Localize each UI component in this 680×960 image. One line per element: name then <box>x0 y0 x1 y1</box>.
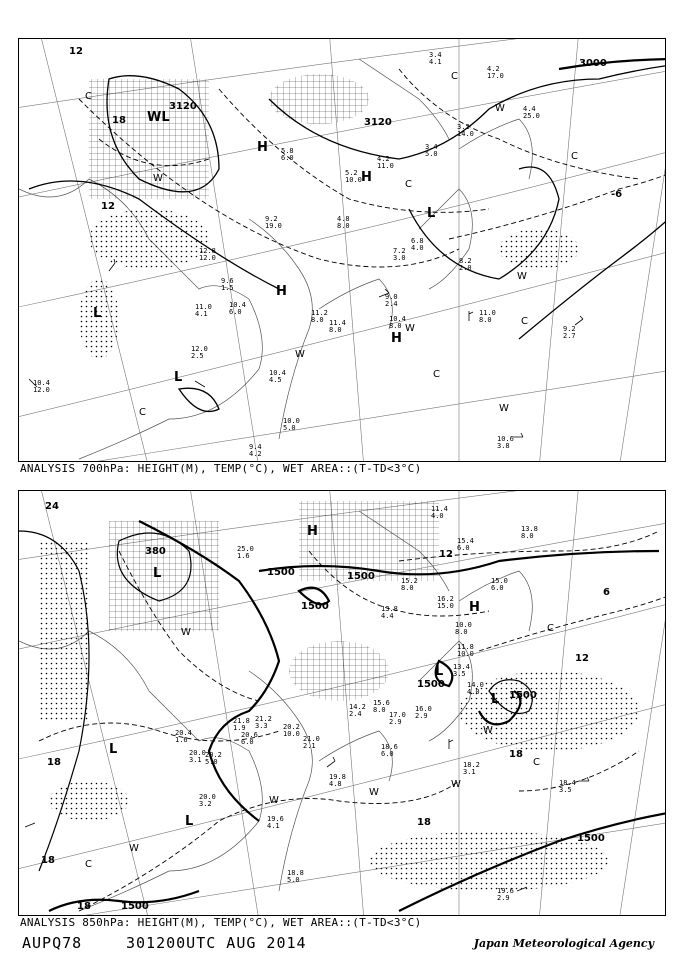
contour-label: 18 <box>509 749 523 760</box>
obs-depression: 1.9 <box>233 724 246 732</box>
obs-temp: 14.0 <box>467 681 484 689</box>
contour-label: 12 <box>101 201 115 212</box>
obs-depression: 2.4 <box>349 710 362 718</box>
obs-temp: 20.0 <box>199 793 216 801</box>
obs-temp: 18.4 <box>559 779 576 787</box>
high-center: H <box>307 524 318 539</box>
obs-depression: 6.0 <box>457 544 470 552</box>
obs-temp: 4.2 <box>487 65 500 73</box>
obs-depression: 3.1 <box>463 768 476 776</box>
obs-depression: 3.1 <box>189 756 202 764</box>
warm-mark: W <box>269 795 279 806</box>
cold-mark: C <box>521 316 528 327</box>
cold-mark: C <box>139 407 146 418</box>
obs-depression: 2.4 <box>385 300 398 308</box>
obs-depression: 8.0 <box>329 326 342 334</box>
contour-label: 1500 <box>347 571 375 582</box>
obs-depression: 5.0 <box>283 424 296 432</box>
obs-depression: 3.5 <box>559 786 572 794</box>
high-center: H <box>361 170 372 185</box>
contour-label: 1500 <box>577 833 605 844</box>
obs-temp: 21.2 <box>255 715 272 723</box>
obs-depression: 8.0 <box>337 222 350 230</box>
cold-mark: C <box>85 91 92 102</box>
obs-temp: 16.0 <box>415 705 432 713</box>
obs-depression: 5.0 <box>287 876 300 884</box>
warm-mark: W <box>499 403 509 414</box>
obs-temp: 20.6 <box>241 731 258 739</box>
contour-label: 1500 <box>509 690 537 701</box>
obs-temp: 19.8 <box>329 773 346 781</box>
obs-temp: 10.4 <box>33 379 50 387</box>
obs-depression: 10.0 <box>345 176 362 184</box>
low-center: L <box>93 306 102 321</box>
obs-temp: 9.2 <box>563 325 576 333</box>
obs-temp: 11.0 <box>479 309 496 317</box>
obs-temp: 20.2 <box>283 723 300 731</box>
high-center: H <box>391 331 402 346</box>
obs-temp: 19.6 <box>497 887 514 895</box>
obs-depression: 6.0 <box>241 738 254 746</box>
obs-depression: 8.0 <box>455 628 468 636</box>
obs-depression: 3.3 <box>255 722 268 730</box>
contour-label: 3000 <box>579 58 607 69</box>
obs-depression: 2.1 <box>303 742 316 750</box>
obs-temp: 15.0 <box>491 577 508 585</box>
obs-depression: 2.9 <box>415 712 428 720</box>
warm-mark: W <box>451 779 461 790</box>
obs-depression: 3.8 <box>497 442 510 450</box>
obs-depression: 12.0 <box>199 254 216 262</box>
obs-depression: 6.0 <box>281 154 294 162</box>
obs-temp: 18.6 <box>381 743 398 751</box>
obs-depression: 4.1 <box>195 310 208 318</box>
cold-mark: C <box>405 179 412 190</box>
obs-depression: 4.1 <box>267 822 280 830</box>
obs-depression: 2.0 <box>459 264 472 272</box>
obs-depression: 3.5 <box>453 670 466 678</box>
obs-temp: 3.2 <box>457 123 470 131</box>
contour-label: 3120 <box>169 101 197 112</box>
obs-depression: 4.0 <box>467 688 480 696</box>
obs-temp: 3.4 <box>425 143 438 151</box>
high-center: H <box>276 284 287 299</box>
obs-depression: 1.6 <box>175 736 188 744</box>
map-850hpa-canvas <box>19 491 665 915</box>
contour-label: -6 <box>611 189 623 200</box>
map-700hpa-canvas <box>19 39 665 461</box>
obs-depression: 1.5 <box>221 284 234 292</box>
obs-temp: 11.8 <box>457 643 474 651</box>
bulletin-code: AUPQ78 <box>22 934 83 952</box>
obs-temp: 20.2 <box>205 751 222 759</box>
high-center: H <box>257 140 268 155</box>
warm-mark: W <box>483 725 493 736</box>
obs-depression: 25.0 <box>523 112 540 120</box>
low-center: L <box>174 370 183 385</box>
obs-temp: 10.0 <box>283 417 300 425</box>
obs-temp: 3.4 <box>429 51 442 59</box>
obs-temp: 9.2 <box>265 215 278 223</box>
obs-temp: 18.8 <box>287 869 304 877</box>
obs-temp: 9.6 <box>221 277 234 285</box>
obs-temp: 5.8 <box>281 147 294 155</box>
obs-temp: 9.4 <box>249 443 262 451</box>
obs-temp: 10.0 <box>455 621 472 629</box>
obs-depression: 4.8 <box>329 780 342 788</box>
contour-label: 18 <box>41 855 55 866</box>
contour-label: 6 <box>603 587 610 598</box>
warm-mark: W <box>129 843 139 854</box>
obs-depression: 8.0 <box>311 316 324 324</box>
obs-temp: 8.2 <box>459 257 472 265</box>
obs-depression: 6.0 <box>491 584 504 592</box>
obs-depression: 8.0 <box>373 706 386 714</box>
obs-depression: 4.4 <box>381 612 394 620</box>
obs-temp: 11.2 <box>311 309 328 317</box>
obs-temp: 17.0 <box>389 711 406 719</box>
obs-temp: 12.8 <box>199 247 216 255</box>
obs-temp: 4.4 <box>523 105 536 113</box>
obs-depression: 2.7 <box>563 332 576 340</box>
cold-mark: C <box>571 151 578 162</box>
contour-label: 18 <box>47 757 61 768</box>
obs-temp: 16.2 <box>437 595 454 603</box>
contour-label: 18 <box>112 115 126 126</box>
obs-temp: 12.0 <box>191 345 208 353</box>
warm-mark: W <box>153 173 163 184</box>
contour-label: 12 <box>69 46 83 57</box>
analysis-700hpa-map <box>18 38 666 462</box>
obs-depression: 5.0 <box>425 150 438 158</box>
obs-temp: 11.0 <box>195 303 212 311</box>
obs-depression: 14.0 <box>457 130 474 138</box>
low-center: L <box>153 566 162 581</box>
contour-label: 12 <box>575 653 589 664</box>
cold-mark: C <box>547 623 554 634</box>
obs-depression: 2.9 <box>497 894 510 902</box>
obs-temp: 10.4 <box>229 301 246 309</box>
obs-temp: 6.8 <box>411 237 424 245</box>
obs-depression: 4.0 <box>411 244 424 252</box>
caption-700hpa: ANALYSIS 700hPa: HEIGHT(M), TEMP(°C), WET AREA::(T-TD<3°C) <box>20 462 422 475</box>
obs-temp: 7.2 <box>393 247 406 255</box>
contour-label: 1500 <box>301 601 329 612</box>
warm-mark: W <box>295 349 305 360</box>
obs-depression: 10.0 <box>457 650 474 658</box>
wet-areas <box>39 501 639 891</box>
contour-label: 380 <box>145 546 166 557</box>
obs-temp: 13.8 <box>521 525 538 533</box>
obs-depression: 6.0 <box>229 308 242 316</box>
cold-mark: C <box>451 71 458 82</box>
obs-depression: 8.0 <box>401 584 414 592</box>
caption-850hpa: ANALYSIS 850hPa: HEIGHT(M), TEMP(°C), WET AREA::(T-TD<3°C) <box>20 916 422 929</box>
cold-mark: C <box>433 369 440 380</box>
obs-temp: 10.4 <box>269 369 286 377</box>
cold-mark: C <box>85 859 92 870</box>
obs-temp: 11.4 <box>329 319 346 327</box>
obs-depression: 3.2 <box>199 800 212 808</box>
warm-mark: W <box>495 103 505 114</box>
obs-temp: 10.4 <box>389 315 406 323</box>
obs-depression: 4.2 <box>249 450 262 458</box>
contour-3000 <box>559 59 665 69</box>
obs-temp: 21.8 <box>233 717 250 725</box>
contour-label: 18 <box>77 901 91 912</box>
contour-label: 18 <box>417 817 431 828</box>
low-center: L <box>427 206 436 221</box>
obs-depression: 2.9 <box>389 718 402 726</box>
high-center: H <box>469 600 480 615</box>
obs-temp: 21.0 <box>303 735 320 743</box>
contour-label: 24 <box>45 501 59 512</box>
obs-depression: 3.0 <box>393 254 406 262</box>
obs-temp: 4.2 <box>377 155 390 163</box>
warm-mark: W <box>405 323 415 334</box>
obs-temp: 19.6 <box>267 815 284 823</box>
obs-temp: 14.2 <box>349 703 366 711</box>
obs-depression: 8.0 <box>479 316 492 324</box>
low-center: L <box>491 692 500 707</box>
obs-depression: 4.1 <box>429 58 442 66</box>
obs-temp: 13.8 <box>381 605 398 613</box>
contour-label: 12 <box>439 549 453 560</box>
contour-label: 1500 <box>417 679 445 690</box>
obs-temp: 15.4 <box>457 537 474 545</box>
contour-label: 3120 <box>364 117 392 128</box>
obs-depression: 10.0 <box>283 730 300 738</box>
obs-depression: 1.6 <box>237 552 250 560</box>
obs-depression: 12.0 <box>33 386 50 394</box>
analysis-timestamp: 301200UTC AUG 2014 <box>126 934 307 952</box>
obs-temp: 9.0 <box>385 293 398 301</box>
obs-depression: 8.0 <box>389 322 402 330</box>
obs-temp: 5.2 <box>345 169 358 177</box>
warm-mark: W <box>369 787 379 798</box>
agency-name: Japan Meteorological Agency <box>473 937 654 950</box>
contour-label: 1500 <box>121 901 149 912</box>
obs-depression: 5.0 <box>205 758 218 766</box>
obs-temp: 20.4 <box>175 729 192 737</box>
low-center: WL <box>147 110 170 125</box>
obs-temp: 18.2 <box>463 761 480 769</box>
obs-temp: 4.8 <box>337 215 350 223</box>
cold-mark: C <box>533 757 540 768</box>
obs-depression: 11.0 <box>377 162 394 170</box>
low-center: L <box>109 742 118 757</box>
obs-depression: 2.5 <box>191 352 204 360</box>
obs-temp: 10.6 <box>497 435 514 443</box>
obs-depression: 17.0 <box>487 72 504 80</box>
obs-depression: 8.0 <box>521 532 534 540</box>
obs-depression: 6.0 <box>381 750 394 758</box>
obs-temp: 13.4 <box>453 663 470 671</box>
obs-temp: 11.4 <box>431 505 448 513</box>
warm-mark: W <box>517 271 527 282</box>
obs-depression: 15.0 <box>437 602 454 610</box>
obs-depression: 19.0 <box>265 222 282 230</box>
obs-temp: 20.0 <box>189 749 206 757</box>
obs-depression: 4.0 <box>431 512 444 520</box>
low-center: L <box>185 814 194 829</box>
obs-temp: 25.0 <box>237 545 254 553</box>
low-center: L <box>435 664 444 679</box>
obs-temp: 15.6 <box>373 699 390 707</box>
obs-depression: 4.5 <box>269 376 282 384</box>
obs-temp: 15.2 <box>401 577 418 585</box>
analysis-850hpa-map <box>18 490 666 916</box>
warm-mark: W <box>181 627 191 638</box>
contour-label: 1500 <box>267 567 295 578</box>
